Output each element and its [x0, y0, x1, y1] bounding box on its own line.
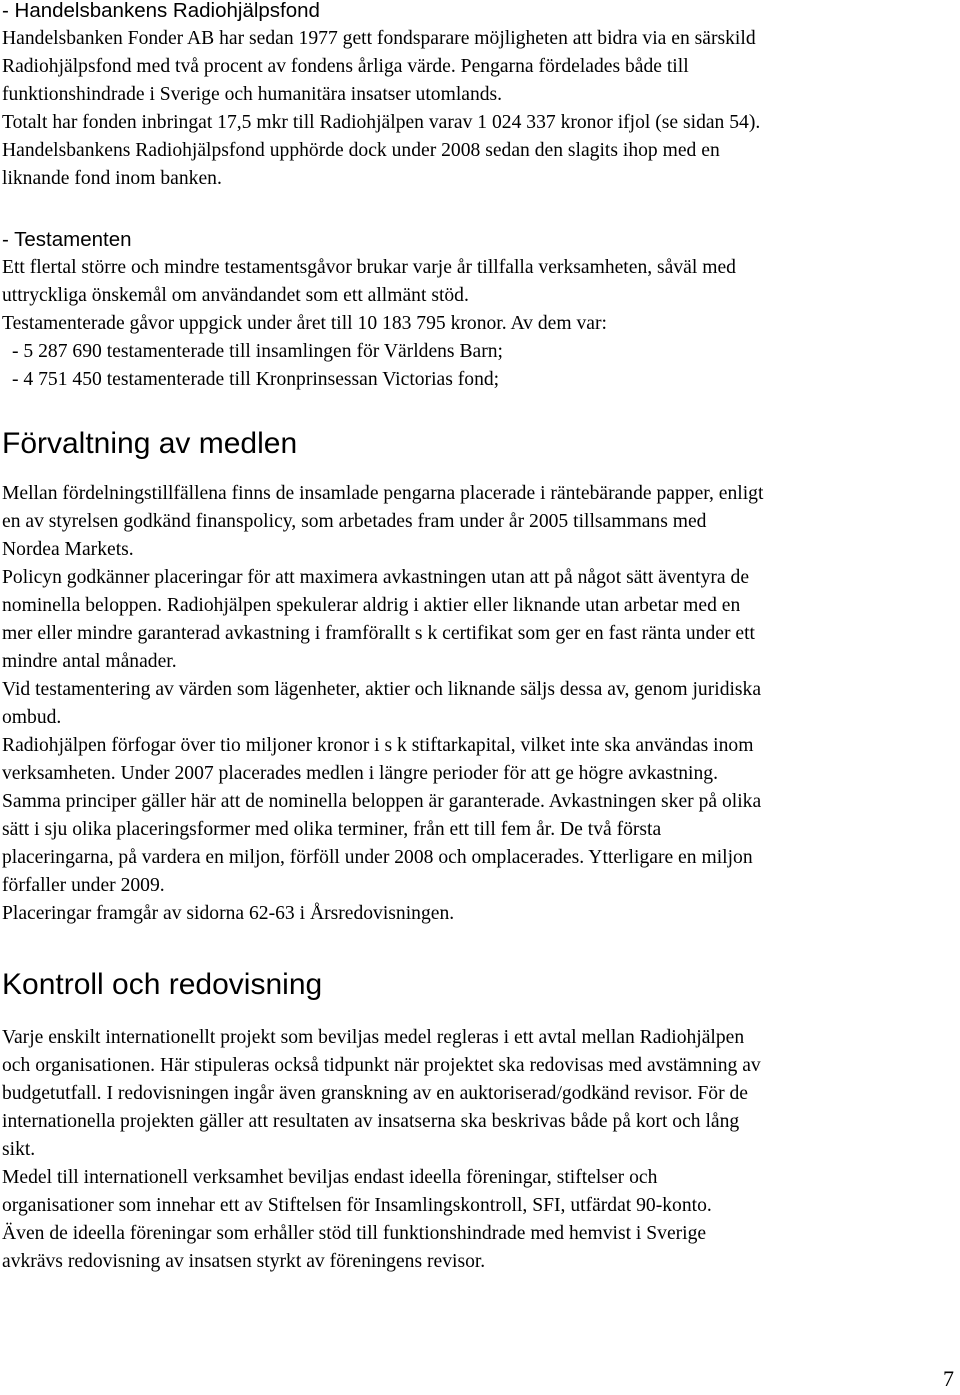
- radiohjalpsfond-heading: - Handelsbankens Radiohjälpsfond: [2, 0, 320, 22]
- forvaltning-heading: Förvaltning av medlen: [2, 427, 298, 460]
- paragraph-line: Samma principer gäller här att de nominella beloppen är garanterade. Avkastningen sker på olika: [2, 791, 762, 812]
- paragraph-line: Ett flertal större och mindre testamentsgåvor brukar varje år tillfalla verksamheten, såväl med: [2, 257, 736, 278]
- testamenten-body: [2, 254, 952, 394]
- paragraph-line: Medel till internationell verksamhet beviljas endast ideella föreningar, stiftelser och: [2, 1167, 658, 1188]
- radiohjalpsfond-body: [2, 25, 952, 193]
- paragraph-line: uttryckliga önskemål om användandet som ett allmänt stöd.: [2, 285, 469, 306]
- testamenten-heading: - Testamenten: [2, 228, 132, 251]
- paragraph-line: ombud.: [2, 707, 62, 728]
- paragraph-line: internationella projekten gäller att resultaten av insatserna ska beskrivas både på kort och lång: [2, 1111, 740, 1132]
- paragraph-line: Policyn godkänner placeringar för att maximera avkastningen utan att på något sätt äventyra de: [2, 567, 750, 588]
- paragraph-line: nominella beloppen. Radiohjälpen spekulerar aldrig i aktier eller liknande utan arbetar med en: [2, 595, 741, 616]
- kontroll-body: [2, 1024, 952, 1276]
- list-item: - 4 751 450 testamenterade till Kronprinsessan Victorias fond;: [12, 369, 500, 390]
- paragraph-line: mindre antal månader.: [2, 651, 177, 672]
- section-kontroll: [2, 967, 952, 1003]
- paragraph-line: Radiohjälpsfond med två procent av fondens årliga värde. Pengarna fördelades både till: [2, 56, 689, 77]
- paragraph-line: Vid testamentering av värden som lägenheter, aktier och liknande säljs dessa av, genom juridiska: [2, 679, 762, 700]
- paragraph-line: mer eller mindre garanterad avkastning i framförallt s k certifikat som ger en fast ränta under ett: [2, 623, 755, 644]
- section-forvaltning: [2, 426, 952, 462]
- paragraph-line: organisationer som innehar ett av Stiftelsen för Insamlingskontroll, SFI, utfärdat 90-konto.: [2, 1195, 712, 1216]
- forvaltning-body: [2, 480, 952, 928]
- paragraph-line: verksamheten. Under 2007 placerades medlen i längre perioder för att ge högre avkastning.: [2, 763, 718, 784]
- paragraph-line: och organisationen. Här stipuleras också tidpunkt när projektet ska redovisas med avstämning av: [2, 1055, 761, 1076]
- paragraph-line: Handelsbankens Radiohjälpsfond upphörde dock under 2008 sedan den slagits ihop med en: [2, 140, 720, 161]
- paragraph-line: Varje enskilt internationellt projekt som beviljas medel regleras i ett avtal mellan Radiohjälpen: [2, 1027, 745, 1048]
- paragraph-line: Placeringar framgår av sidorna 62-63 i Årsredovisningen.: [2, 903, 455, 924]
- list-item: - 5 287 690 testamenterade till insamlingen för Världens Barn;: [12, 341, 503, 362]
- paragraph-line: Totalt har fonden inbringat 17,5 mkr till Radiohjälpen varav 1 024 337 kronor ifjol (se sidan 54).: [2, 112, 761, 133]
- paragraph-line: Testamenterade gåvor uppgick under året till 10 183 795 kronor. Av dem var:: [2, 313, 607, 334]
- paragraph-line: budgetutfall. I redovisningen ingår även granskning av en auktoriserad/godkänd revisor. För de: [2, 1083, 748, 1104]
- page-number: 7: [943, 1366, 954, 1391]
- paragraph-line: liknande fond inom banken.: [2, 168, 222, 189]
- section-radiohjalpsfond: [2, 0, 952, 193]
- paragraph-line: avkrävs redovisning av insatsen styrkt av föreningens revisor.: [2, 1251, 486, 1272]
- paragraph-line: sätt i sju olika placeringsformer med olika terminer, från ett till fem år. De två första: [2, 819, 662, 840]
- paragraph-line: sikt.: [2, 1139, 36, 1160]
- paragraph-line: Nordea Markets.: [2, 539, 134, 560]
- kontroll-heading: Kontroll och redovisning: [2, 968, 323, 1001]
- paragraph-line: funktionshindrade i Sverige och humanitära insatser utomlands.: [2, 84, 503, 105]
- paragraph-line: placeringarna, på vardera en miljon, förföll under 2008 och omplacerades. Ytterligare en miljon: [2, 847, 753, 868]
- paragraph-line: Handelsbanken Fonder AB har sedan 1977 gett fondsparare möjligheten att bidra via en särskild: [2, 28, 756, 49]
- paragraph-line: Även de ideella föreningar som erhåller stöd till funktionshindrade med hemvist i Sverige: [2, 1223, 707, 1244]
- paragraph-line: en av styrelsen godkänd finanspolicy, som arbetades fram under år 2005 tillsammans med: [2, 511, 707, 532]
- paragraph-line: Mellan fördelningstillfällena finns de insamlade pengarna placerade i räntebärande papper, enligt: [2, 483, 764, 504]
- paragraph-line: Radiohjälpen förfogar över tio miljoner kronor i s k stiftarkapital, vilket inte ska användas inom: [2, 735, 754, 756]
- paragraph-line: förfaller under 2009.: [2, 875, 165, 896]
- section-testamenten: [2, 226, 952, 394]
